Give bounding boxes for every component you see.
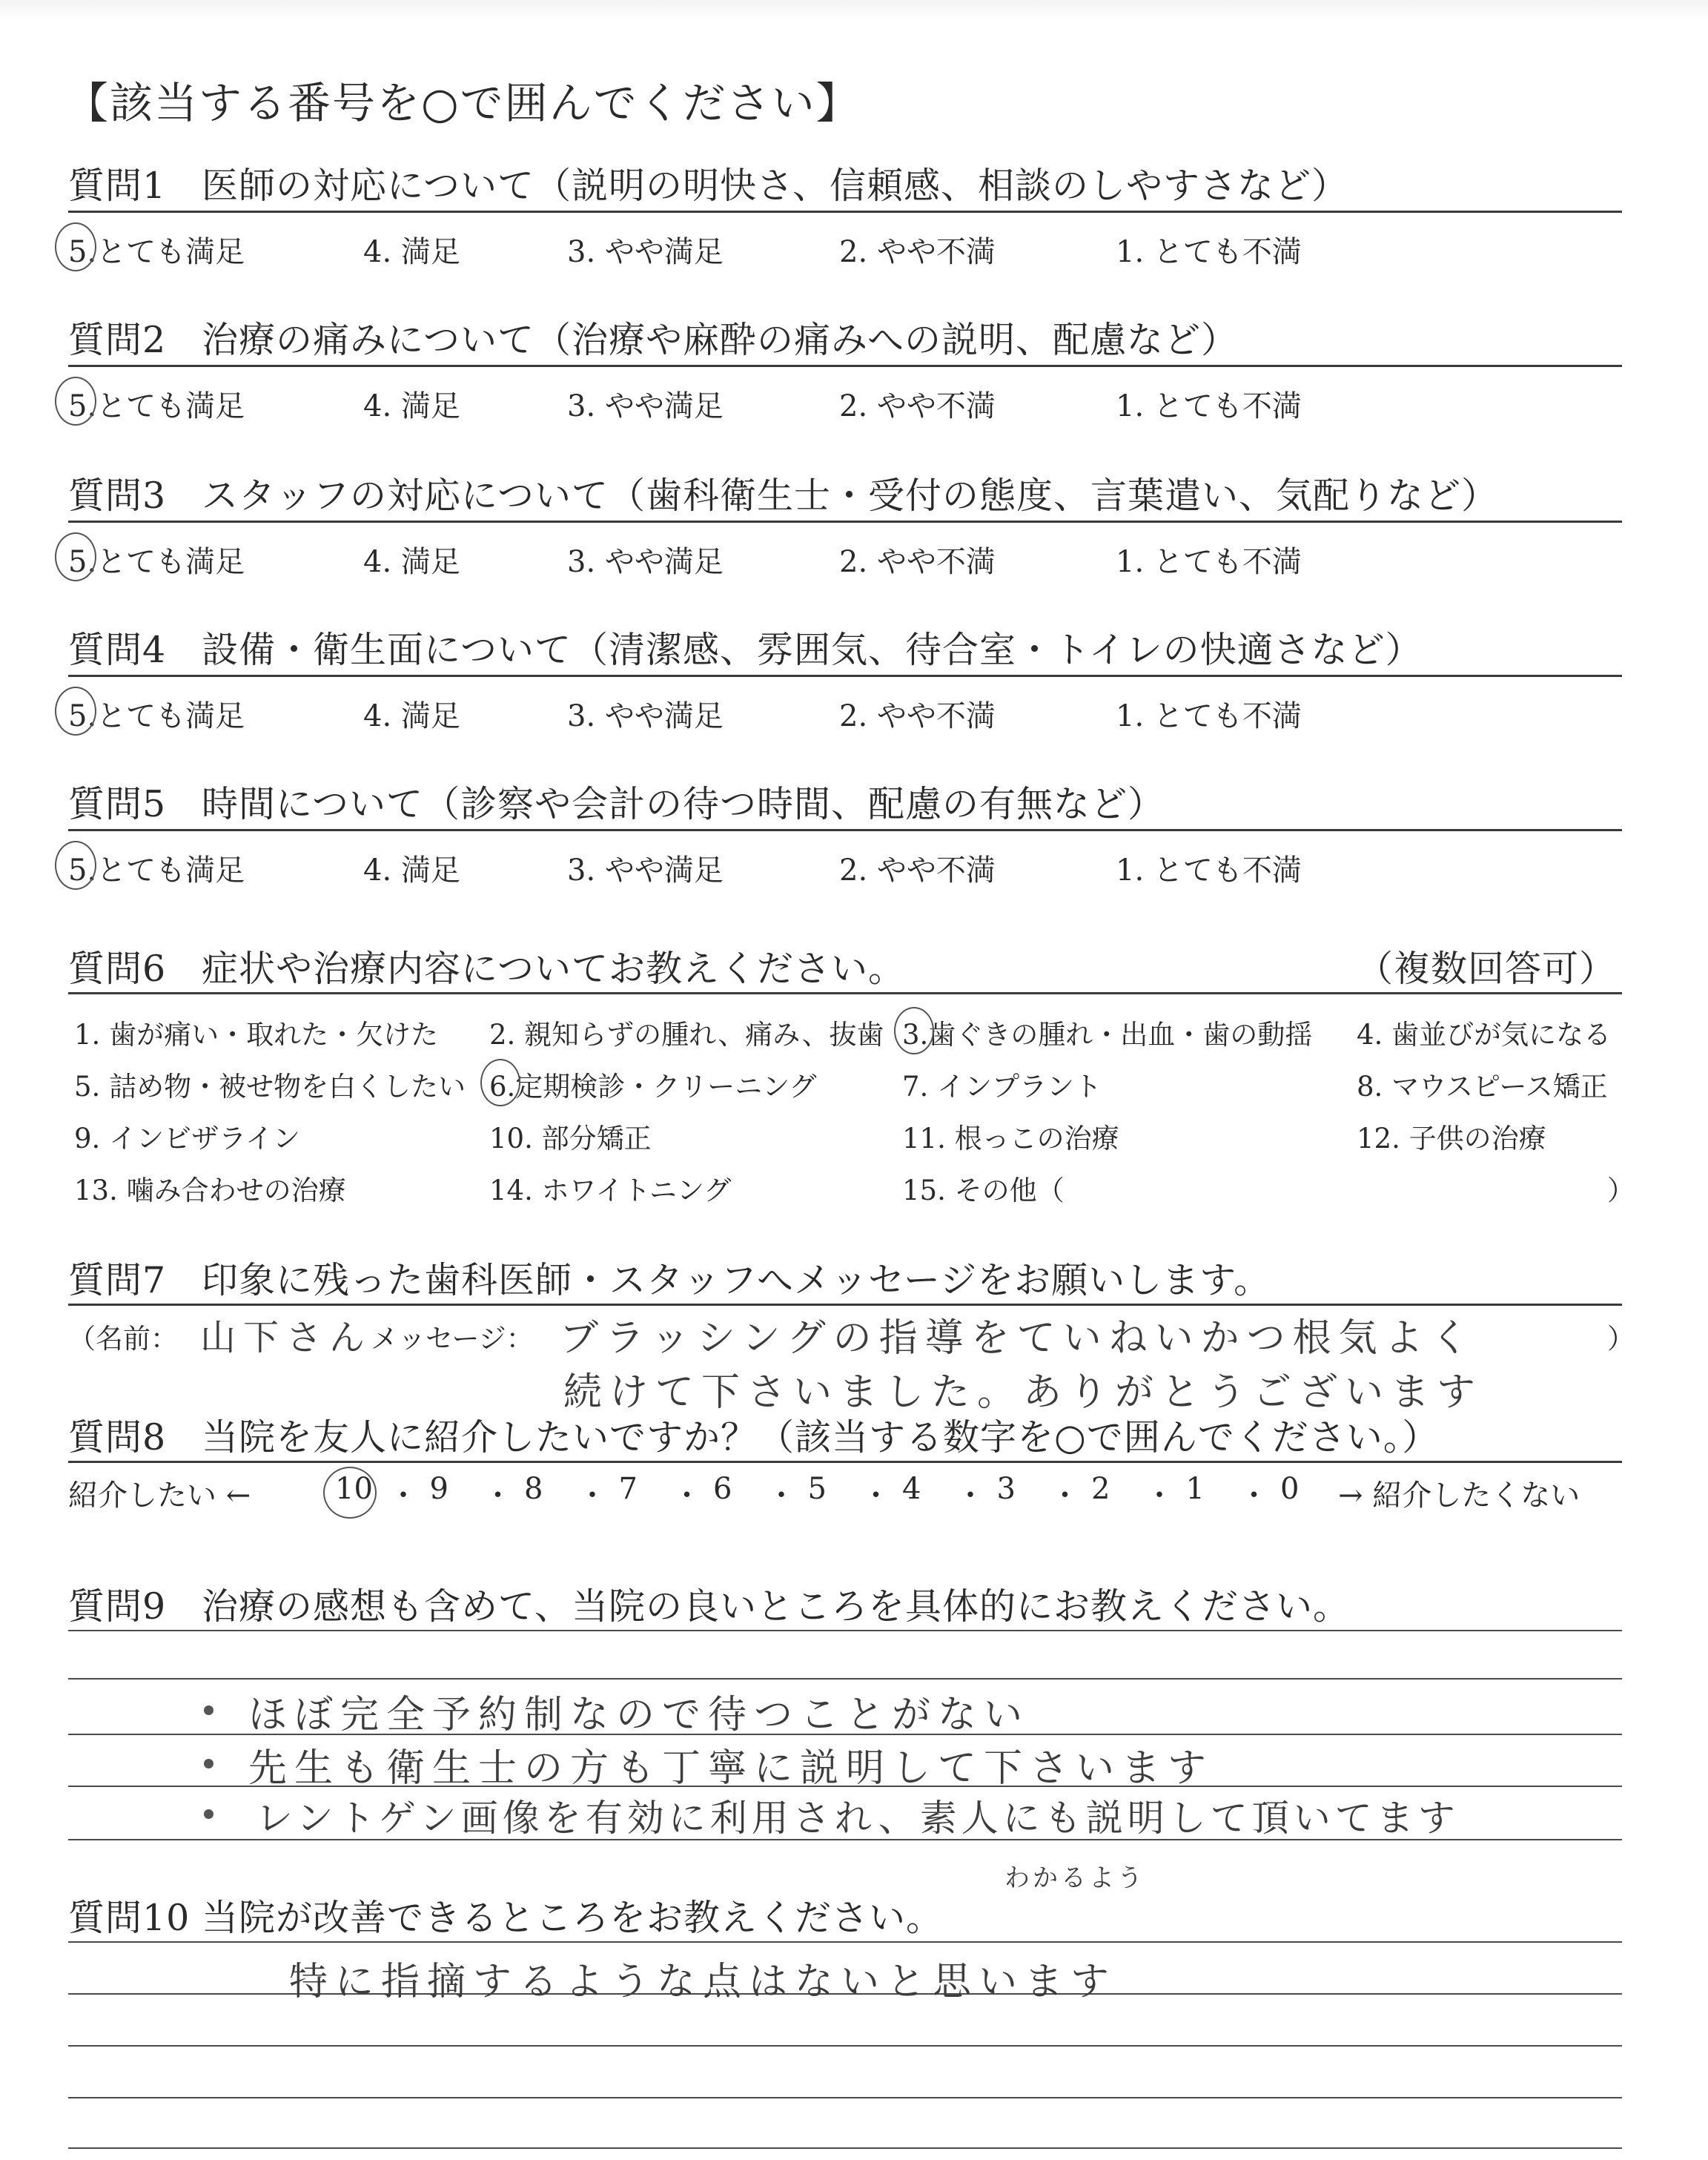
q6-option[interactable]: 4. 歯並びが気になる <box>1357 1019 1612 1051</box>
satisfaction-option[interactable]: 3. やや満足 <box>567 853 724 888</box>
selected-circle-mark <box>894 1007 934 1054</box>
selected-circle-mark <box>55 532 96 581</box>
question-rule <box>68 829 1622 831</box>
q9-answer-2: 先生も衛生士の方も丁寧に説明して下さいます <box>248 1746 1214 1791</box>
q9-insert-note: わかるよう <box>1004 1863 1145 1893</box>
q8-label: 質問8 <box>68 1416 167 1459</box>
q6-option[interactable]: 15. その他（ <box>902 1175 1065 1206</box>
satisfaction-option[interactable]: 5.とても満足 <box>68 699 245 733</box>
selected-circle-mark <box>55 222 96 271</box>
q8-scale-separator: ・ <box>1145 1479 1174 1513</box>
bullet-dot <box>204 1705 214 1715</box>
q7-close-paren: ） <box>1607 1323 1635 1355</box>
satisfaction-option[interactable]: 2. やや不満 <box>839 235 996 269</box>
question-label: 質問4 <box>68 629 167 671</box>
satisfaction-option[interactable]: 3. やや満足 <box>567 389 724 423</box>
q8-scale-number[interactable]: 7 <box>618 1472 638 1506</box>
question-text: 医師の対応について（説明の明快さ、信頼感、相談のしやすさなど） <box>202 165 1349 207</box>
selected-circle-mark <box>323 1467 377 1519</box>
q6-option[interactable]: 14. ホワイトニング <box>489 1175 732 1206</box>
q7-message-line1: ブラッシングの指導をていねいかつ根気よく <box>560 1316 1477 1361</box>
q7-label: 質問7 <box>68 1259 167 1301</box>
q10-answer: 特に指摘するような点はないと思います <box>289 1960 1117 2004</box>
q7-name-label: （名前： <box>68 1323 178 1355</box>
question-rule <box>68 365 1622 367</box>
q6-option[interactable]: 9. インビザライン <box>74 1123 300 1155</box>
q6-option[interactable]: 1. 歯が痛い・取れた・欠けた <box>74 1019 439 1051</box>
question-rule <box>68 675 1622 677</box>
q8-scale-number[interactable]: 3 <box>996 1472 1016 1506</box>
satisfaction-option[interactable]: 1. とても不満 <box>1116 699 1302 733</box>
q8-left-label: 紹介したい ← <box>68 1479 251 1513</box>
q10-writing-line <box>68 2097 1622 2098</box>
bullet-dot <box>204 1809 214 1819</box>
q10-writing-line <box>68 2147 1622 2149</box>
q8-scale-separator: ・ <box>956 1479 985 1513</box>
question-label: 質問5 <box>68 783 167 825</box>
q8-scale-number[interactable]: 2 <box>1091 1472 1110 1506</box>
satisfaction-option[interactable]: 5.とても満足 <box>68 853 245 888</box>
q6-option[interactable]: 10. 部分矯正 <box>489 1123 652 1155</box>
q6-option[interactable]: 13. 噛み合わせの治療 <box>74 1175 346 1206</box>
question-label: 質問1 <box>68 165 167 207</box>
q8-scale-separator: ・ <box>483 1479 513 1513</box>
q6-note: （複数回答可） <box>1357 948 1617 990</box>
satisfaction-option[interactable]: 5.とても満足 <box>68 545 245 579</box>
q6-option[interactable]: 11. 根っこの治療 <box>902 1123 1119 1155</box>
q7-rule <box>68 1304 1622 1306</box>
q6-text: 症状や治療内容についてお教えください。 <box>202 948 906 990</box>
satisfaction-option[interactable]: 2. やや不満 <box>839 389 996 423</box>
scan-top-edge <box>0 0 1708 19</box>
q8-scale-separator: ・ <box>767 1479 796 1513</box>
question-text: 設備・衛生面について（清潔感、雰囲気、待合室・トイレの快適さなど） <box>202 629 1423 671</box>
page-title: 【該当する番号を○で囲んでください】 <box>65 78 861 128</box>
q8-scale-separator: ・ <box>1239 1479 1269 1513</box>
q9-writing-line <box>68 1630 1622 1631</box>
satisfaction-option[interactable]: 2. やや不満 <box>839 545 996 579</box>
q8-scale-separator: ・ <box>1050 1479 1080 1513</box>
question-label: 質問3 <box>68 475 167 517</box>
q8-rule <box>68 1461 1622 1463</box>
q10-writing-line <box>68 1941 1622 1943</box>
satisfaction-option[interactable]: 2. やや不満 <box>839 699 996 733</box>
q6-rule <box>68 992 1622 994</box>
q7-name-value: 山下さん <box>200 1317 373 1358</box>
satisfaction-option[interactable]: 1. とても不満 <box>1116 545 1302 579</box>
q8-scale-number[interactable]: 10 <box>335 1472 373 1506</box>
satisfaction-option[interactable]: 3. やや満足 <box>567 235 724 269</box>
satisfaction-option[interactable]: 1. とても不満 <box>1116 389 1302 423</box>
satisfaction-option[interactable]: 4. 満足 <box>363 389 460 423</box>
satisfaction-option[interactable]: 5.とても満足 <box>68 235 245 269</box>
q10-writing-line <box>68 2045 1622 2047</box>
satisfaction-option[interactable]: 2. やや不満 <box>839 853 996 888</box>
q8-right-label: → 紹介したくない <box>1338 1479 1580 1513</box>
q8-scale-number[interactable]: 9 <box>429 1472 448 1506</box>
question-text: スタッフの対応について（歯科衛生士・受付の態度、言葉遣い、気配りなど） <box>202 475 1499 517</box>
satisfaction-option[interactable]: 4. 満足 <box>363 699 460 733</box>
selected-circle-mark <box>55 687 96 736</box>
q8-scale-separator: ・ <box>388 1479 418 1513</box>
satisfaction-option[interactable]: 5.とても満足 <box>68 389 245 423</box>
question-rule <box>68 521 1622 523</box>
satisfaction-option[interactable]: 4. 満足 <box>363 853 460 888</box>
q7-text: 印象に残った歯科医師・スタッフへメッセージをお願いします。 <box>202 1259 1271 1301</box>
q6-option[interactable]: 3.歯ぐきの腫れ・出血・歯の動揺 <box>902 1019 1313 1051</box>
q9-answer-3: レントゲン画像を有効に利用され、素人にも説明して頂いてます <box>256 1797 1460 1840</box>
satisfaction-option[interactable]: 4. 満足 <box>363 235 460 269</box>
satisfaction-option[interactable]: 3. やや満足 <box>567 699 724 733</box>
q9-text: 治療の感想も含めて、当院の良いところを具体的にお教えください。 <box>202 1585 1351 1628</box>
bullet-dot <box>204 1759 214 1768</box>
q8-scale-number[interactable]: 4 <box>902 1472 921 1506</box>
q8-scale-number[interactable]: 6 <box>713 1472 732 1506</box>
q6-option[interactable]: 8. マウスピース矯正 <box>1357 1071 1608 1103</box>
q6-option[interactable]: ） <box>1607 1175 1635 1206</box>
q8-scale-number[interactable]: 5 <box>807 1472 827 1506</box>
selected-circle-mark <box>55 841 96 890</box>
satisfaction-option[interactable]: 1. とても不満 <box>1116 235 1302 269</box>
selected-circle-mark <box>480 1059 520 1106</box>
q6-option[interactable]: 12. 子供の治療 <box>1357 1123 1546 1155</box>
q6-option[interactable]: 5. 詰め物・被せ物を白くしたい <box>74 1071 466 1103</box>
q9-writing-line <box>68 1678 1622 1680</box>
q8-scale-separator: ・ <box>577 1479 607 1513</box>
satisfaction-option[interactable]: 1. とても不満 <box>1116 853 1302 888</box>
q9-answer-1: ほぼ完全予約制なので待つことがない <box>248 1693 1030 1737</box>
q6-option[interactable]: 2. 親知らずの腫れ、痛み、抜歯 <box>489 1019 884 1051</box>
satisfaction-option[interactable]: 3. やや満足 <box>567 545 724 579</box>
q8-scale-separator: ・ <box>672 1479 702 1513</box>
q10-label: 質問10 <box>68 1897 191 1939</box>
q6-option[interactable]: 7. インプラント <box>902 1071 1102 1103</box>
question-rule <box>68 211 1622 213</box>
selected-circle-mark <box>55 377 96 426</box>
q8-scale-number[interactable]: 0 <box>1280 1472 1300 1506</box>
q7-message-label: メッセージ： <box>371 1323 534 1355</box>
question-label: 質問2 <box>68 319 167 361</box>
q8-text: 当院を友人に紹介したいですか？（該当する数字を○で囲んでください。） <box>202 1416 1440 1459</box>
q8-scale-number[interactable]: 1 <box>1185 1472 1205 1506</box>
q6-label: 質問6 <box>68 948 167 990</box>
q6-option[interactable]: 6.定期検診・クリーニング <box>489 1071 817 1103</box>
q8-scale-number[interactable]: 8 <box>524 1472 543 1506</box>
q7-message-line2: 続けて下さいました。ありがとうございます <box>563 1370 1483 1415</box>
q9-label: 質問9 <box>68 1585 167 1628</box>
question-text: 時間について（診察や会計の待つ時間、配慮の有無など） <box>202 783 1165 825</box>
q10-text: 当院が改善できるところをお教えください。 <box>202 1897 944 1939</box>
q8-scale-separator: ・ <box>861 1479 891 1513</box>
question-text: 治療の痛みについて（治療や麻酔の痛みへの説明、配慮など） <box>202 319 1239 361</box>
satisfaction-option[interactable]: 4. 満足 <box>363 545 460 579</box>
